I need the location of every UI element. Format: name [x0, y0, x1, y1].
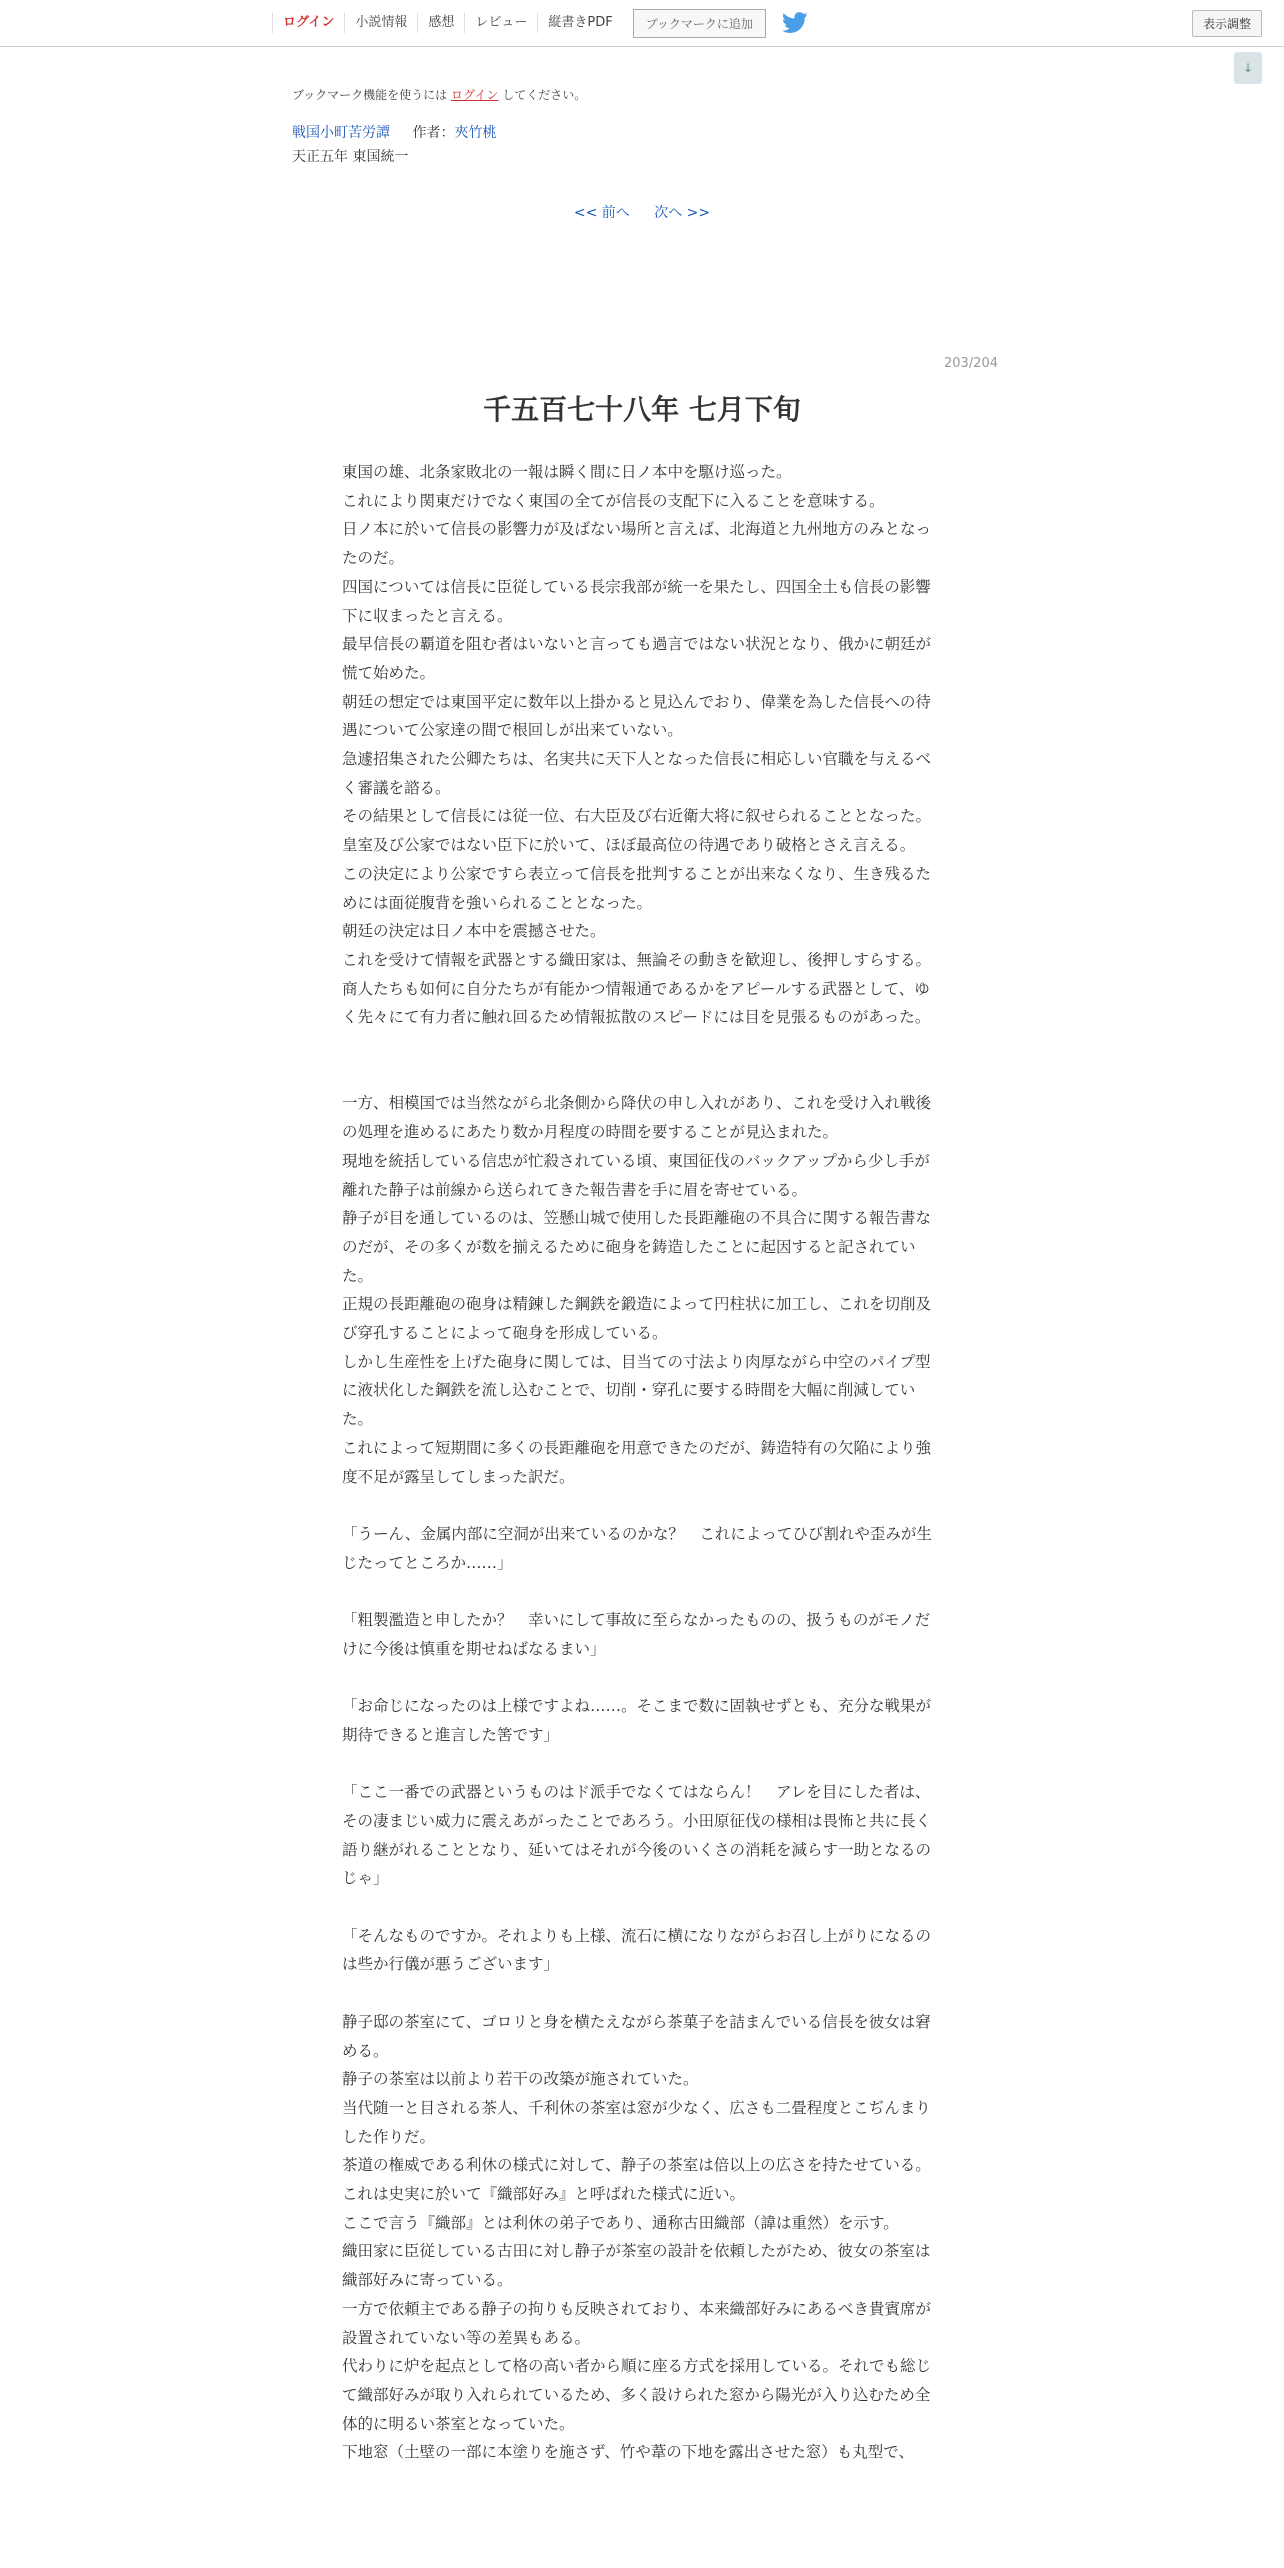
story-paragraph: これは史実に於いて『織部好み』と呼ばれた様式に近い。	[342, 2185, 746, 2204]
top-navigation-bar	[0, 0, 1284, 47]
scroll-down-button[interactable]: ↓	[1234, 52, 1262, 84]
blank-line	[342, 1061, 936, 1090]
story-paragraph: 「そんなものですか。それよりも上様、流石に横になりながらお召し上がりになるのは些か行儀が悪うございます」	[342, 1926, 932, 1974]
story-paragraph: その結果として信長には従一位、右大臣及び右近衛大将に叙せられることとなった。	[342, 807, 932, 826]
blank-line	[342, 1893, 936, 1922]
story-paragraph: この決定により公家ですら表立って信長を批判することが出来なくなり、生き残るためには面従腹背を強いられることとなった。	[342, 864, 932, 912]
page-counter: 203/204	[944, 356, 999, 371]
story-paragraph: 四国については信長に臣従している長宗我部が統一を果たし、四国全土も信長の影響下に収まったと言える。	[342, 577, 931, 625]
story-paragraph: 静子が目を通しているのは、笠懸山城で使用した長距離砲の不具合に関する報告書なのだが、その多くが数を揃えるために砲身を鋳造したことに起因すると記されていた。	[342, 1209, 932, 1285]
blank-line	[342, 1663, 936, 1692]
notice-suffix: してください。	[502, 88, 587, 102]
display-settings-button[interactable]: 表示調整	[1192, 10, 1262, 37]
blank-line	[342, 1577, 936, 1606]
story-paragraph: 皇室及び公家ではない臣下に於いて、ほぼ最高位の待遇であり破格とさえ言える。	[342, 836, 916, 855]
author-label: 作者：	[412, 125, 455, 141]
notice-prefix: ブックマーク機能を使うには	[292, 88, 448, 102]
story-paragraph: 静子の茶室は以前より若干の改築が施されていた。	[342, 2070, 699, 2089]
story-paragraph: 朝廷の決定は日ノ本中を震撼させた。	[342, 922, 606, 941]
story-paragraph: 東国の雄、北条家敗北の一報は瞬く間に日ノ本中を駆け巡った。	[342, 463, 792, 481]
next-page-link[interactable]: 次へ >>	[654, 205, 711, 221]
nav-login-link[interactable]: ログイン	[272, 13, 344, 33]
story-paragraph: 商人たちも如何に自分たちが有能かつ情報通であるかをアピールする武器として、ゆく先々にて有力者に触れ回るため情報拡散のスピードには目を見張るものがあった。	[342, 979, 931, 1027]
nav-impressions-link[interactable]: 感想	[417, 13, 464, 33]
story-paragraph: 正規の長距離砲の砲身は精錬した鋼鉄を鍛造によって円柱状に加工し、これを切削及び穿孔することによって砲身を形成している。	[342, 1295, 932, 1343]
story-paragraph: 日ノ本に於いて信長の影響力が及ばない場所と言えば、北海道と九州地方のみとなったのだ。	[342, 520, 932, 568]
story-paragraph: 織田家に臣従している古田に対し静子が茶室の設計を依頼したがため、彼女の茶室は織部好みに寄っている。	[342, 2242, 931, 2290]
chapter-title: 千五百七十八年 七月下旬	[483, 393, 801, 426]
story-paragraph: これによって短期間に多くの長距離砲を用意できたのだが、鋳造特有の欠陥により強度不足が露呈してしまった訳だ。	[342, 1438, 932, 1486]
blank-line	[342, 1750, 936, 1779]
nav-menu	[272, 6, 808, 40]
story-paragraph: 現地を統括している信忠が忙殺されている頃、東国征伐のバックアップから少し手が離れた静子は前線から送られてきた報告書を手に眉を寄せている。	[342, 1151, 930, 1199]
bookmark-login-notice	[292, 86, 586, 103]
notice-login-link[interactable]: ログイン	[451, 88, 499, 102]
story-paragraph: ここで言う『織部』とは利休の弟子であり、通称古田織部（諱は重然）を示す。	[342, 2213, 899, 2232]
nav-review-link[interactable]: レビュー	[464, 13, 537, 33]
story-paragraph: 「お命じになったのは上様ですよね……。そこまで数に固執せずとも、充分な戦果が期待できると進言した筈です」	[342, 1697, 932, 1744]
story-paragraph: 下地窓（土壁の一部に本塗りを施さず、竹や葦の下地を露出させた窓）も丸型で、	[342, 2443, 914, 2462]
blank-line	[342, 1032, 936, 1061]
add-bookmark-button[interactable]: ブックマークに追加	[633, 9, 766, 38]
story-paragraph: 静子邸の茶室にて、ゴロリと身を横たえながら茶菓子を詰まんでいる信長を彼女は窘める。	[342, 2012, 931, 2060]
story-paragraph: 茶道の権威である利休の様式に対して、静子の茶室は倍以上の広さを持たせている。	[342, 2156, 931, 2175]
prev-page-link[interactable]: << 前へ	[573, 205, 630, 221]
chapter-group-title: 天正五年 東国統一	[292, 149, 409, 165]
story-paragraph: 「粗製濫造と申したか？ 幸いにして事故に至らなかったものの、扱うものがモノだけに今後は慎重を期せねばなるまい」	[342, 1611, 931, 1658]
story-body	[342, 458, 936, 2467]
story-paragraph: 当代随一と目される茶人、千利休の茶室は窓が少なく、広さも二畳程度とこぢんまりした作りだ。	[342, 2098, 931, 2146]
story-paragraph: 最早信長の覇道を阻む者はいないと言っても過言ではない状況となり、俄かに朝廷が慌て始めた。	[342, 635, 932, 682]
story-paragraph: これにより関東だけでなく東国の全てが信長の支配下に入ることを意味する。	[342, 491, 885, 510]
story-paragraph: 朝廷の想定では東国平定に数年以上掛かると見込んでおり、偉業を為した信長への待遇について公家達の間で根回しが出来ていない。	[342, 692, 932, 740]
novel-title-link[interactable]: 戦国小町苦労譚	[292, 125, 390, 141]
story-paragraph: 急遽招集された公卿たちは、名実共に天下人となった信長に相応しい官職を与えるべく審議を諮る。	[342, 750, 932, 797]
author-link[interactable]: 夾竹桃	[454, 125, 497, 141]
nav-vertical-pdf-link[interactable]: 縦書きPDF	[537, 13, 622, 33]
nav-novel-info-link[interactable]: 小説情報	[344, 13, 417, 33]
novel-title-line	[292, 122, 496, 142]
story-paragraph: 一方、相模国では当然ながら北条側から降伏の申し入れがあり、これを受け入れ戦後の処理を進めるにあたり数か月程度の時間を要することが見込まれた。	[342, 1094, 932, 1142]
twitter-icon[interactable]	[782, 12, 808, 34]
blank-line	[342, 1491, 936, 1520]
blank-line	[342, 1979, 936, 2008]
pager	[0, 202, 1284, 222]
story-paragraph: 一方で依頼主である静子の拘りも反映されており、本来織部好みにあるべき貴賓席が設置されていない等の差異もある。	[342, 2299, 932, 2347]
story-paragraph: 「うーん、金属内部に空洞が出来ているのかな？ これによってひび割れや歪みが生じたってところか……」	[342, 1524, 932, 1572]
story-paragraph: 「ここ一番での武器というものはド派手でなくてはならん！ アレを目にした者は、その凄まじい威力に震えあがったことであろう。小田原征伐の様相は畏怖と共に長く語り継がれることとなり、延いてはそれが今後のいくさの消耗を減らす一助となるのじゃ」	[342, 1783, 932, 1888]
story-paragraph: 代わりに炉を起点として格の高い者から順に座る方式を採用している。それでも総じて織部好みが取り入れられているため、多く設けられた窓から陽光が入り込むため全体的に明るい茶室となっていた。	[342, 2357, 932, 2433]
story-paragraph: しかし生産性を上げた砲身に関しては、目当ての寸法より肉厚ながら中空のパイプ型に液状化した鋼鉄を流し込むことで、切削・穿孔に要する時間を大幅に削減していた。	[342, 1352, 931, 1429]
story-paragraph: これを受けて情報を武器とする織田家は、無論その動きを歓迎し、後押しすらする。	[342, 950, 932, 969]
